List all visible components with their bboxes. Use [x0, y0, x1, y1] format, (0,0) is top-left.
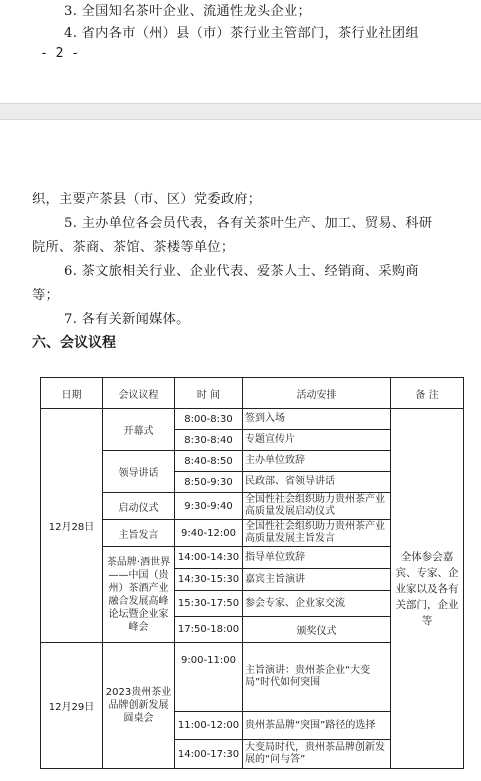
- time-cell: 8:30-8:40: [175, 430, 243, 451]
- header-date: 日期: [41, 378, 103, 409]
- activity-cell: 主旨演讲：贵州茶企业“大变局”时代如何突围: [243, 643, 391, 712]
- activity-cell: 全国性社会组织助力贵州茶产业高质量发展启动仪式: [243, 493, 391, 520]
- time-cell: 9:40-12:00: [175, 520, 243, 547]
- note-cell: 全体参会嘉宾、专家、企业家以及各有关部门，企业等: [391, 409, 464, 769]
- agenda-cell: 主旨发言: [103, 520, 175, 547]
- date-cell: 12月29日: [41, 643, 103, 769]
- body-line-3: 院所、茶商、茶馆、茶楼等单位；: [32, 240, 235, 255]
- time-cell: 14:00-14:30: [175, 547, 243, 569]
- header-activity: 活动安排: [243, 378, 391, 409]
- time-cell: 8:40-8:50: [175, 451, 243, 472]
- agenda-cell: 领导讲话: [103, 451, 175, 493]
- time-cell: 15:30-17:50: [175, 591, 243, 617]
- list-item-3: 3. 全国知名茶叶企业、流通性龙头企业；: [64, 4, 311, 19]
- section-heading: 六、会议议程: [32, 335, 116, 351]
- activity-cell: 大变局时代，贵州茶品牌创新发展的“问与答”: [243, 740, 391, 769]
- table-row: [41, 409, 464, 430]
- body-line-6: 7. 各有关新闻媒体。: [64, 312, 190, 327]
- time-cell: 9:00-11:00: [175, 643, 243, 712]
- activity-cell: 指导单位致辞: [243, 547, 391, 569]
- time-cell: 11:00-12:00: [175, 712, 243, 740]
- agenda-cell: 开幕式: [103, 409, 175, 451]
- activity-cell: 主办单位致辞: [243, 451, 391, 472]
- time-cell: 17:50-18:00: [175, 617, 243, 643]
- page-gap: [0, 103, 481, 120]
- activity-cell: 全国性社会组织助力贵州茶产业高质量发展主旨发言: [243, 520, 391, 547]
- time-cell: 9:30-9:40: [175, 493, 243, 520]
- agenda-cell: 2023贵州茶业品牌创新发展圆桌会: [103, 643, 175, 769]
- table-header-row: [41, 378, 464, 409]
- agenda-cell: 茶品牌·酒世界——中国（贵州）茶酒产业融合发展高峰论坛暨企业家峰会: [103, 547, 175, 643]
- activity-cell: 民政部、省领导讲话: [243, 472, 391, 493]
- agenda-cell: 启动仪式: [103, 493, 175, 520]
- header-time: 时 间: [175, 378, 243, 409]
- activity-cell: 专题宣传片: [243, 430, 391, 451]
- activity-cell: 嘉宾主旨演讲: [243, 569, 391, 591]
- activity-cell: 签到入场: [243, 409, 391, 430]
- page-number: - 2 -: [40, 46, 80, 61]
- activity-cell: 参会专家、企业家交流: [243, 591, 391, 617]
- body-line-4: 6. 茶文旅相关行业、企业代表、爱茶人士、经销商、采购商: [64, 264, 419, 279]
- header-note: 备 注: [391, 378, 464, 409]
- header-agenda: 会议议程: [103, 378, 175, 409]
- list-item-4: 4. 省内各市（州）县（市）茶行业主管部门，茶行业社团组: [64, 26, 419, 41]
- page-one-bottom: [0, 0, 481, 103]
- time-cell: 14:30-15:30: [175, 569, 243, 591]
- activity-cell: 颁奖仪式: [243, 617, 391, 643]
- date-cell: 12月28日: [41, 409, 103, 643]
- activity-cell: 贵州茶品牌“突围”路径的选择: [243, 712, 391, 740]
- time-cell: 8:50-9:30: [175, 472, 243, 493]
- time-cell: 8:00-8:30: [175, 409, 243, 430]
- body-line-1: 织，主要产茶县（市、区）党委政府；: [32, 192, 262, 207]
- body-line-5: 等；: [32, 288, 59, 303]
- time-cell: 14:00-17:30: [175, 740, 243, 769]
- body-line-2: 5. 主办单位各会员代表，各有关茶叶生产、加工、贸易、科研: [64, 216, 433, 231]
- agenda-table: [40, 377, 464, 769]
